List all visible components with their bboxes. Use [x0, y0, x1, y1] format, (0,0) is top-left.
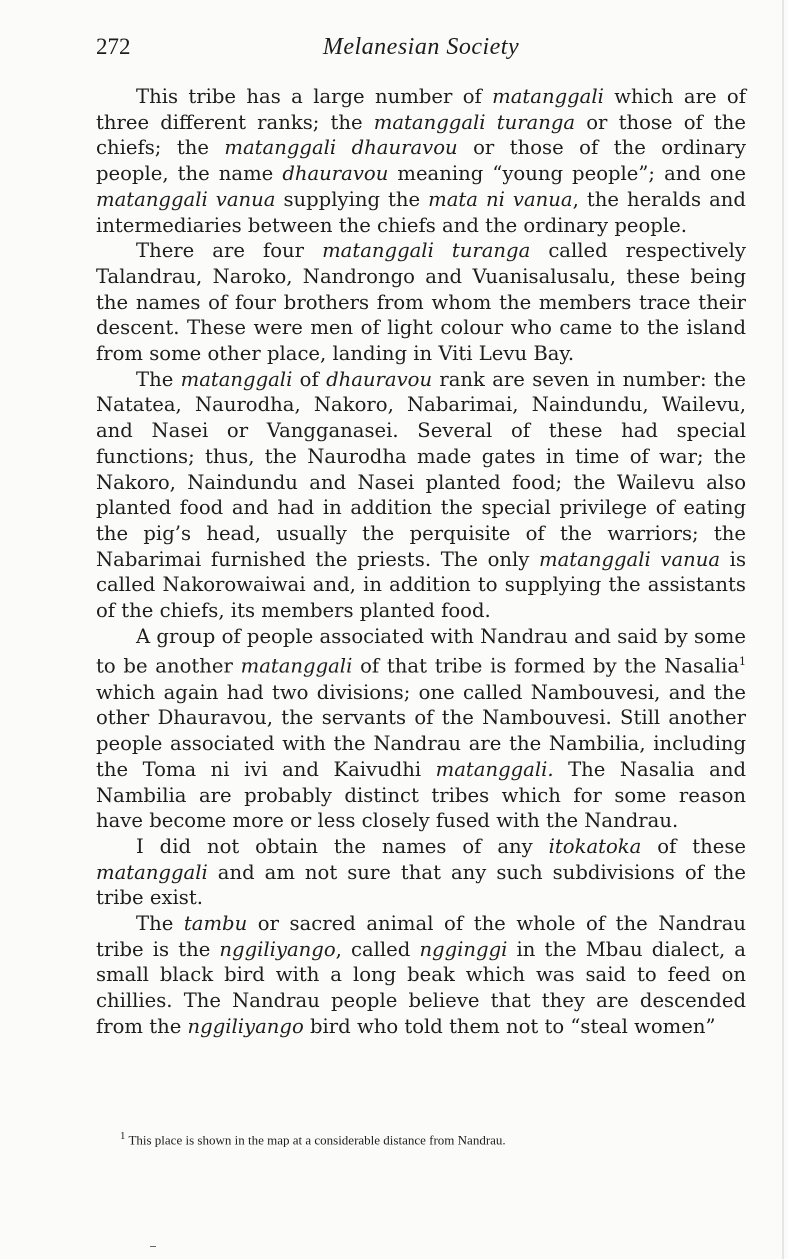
italic-term: matanggali dhauravou [224, 136, 458, 160]
running-header [96, 34, 746, 68]
paragraph: This tribe has a large number of matanggali which are of three different ranks; the matanggali turanga or those of the chiefs; the matanggali dhauravou or those of the ordinary people, the name dhauravou meaning “young people”; and one matanggali vanua supplying the mata ni vanua, the heralds and intermediaries between the chiefs and the ordinary people. [96, 85, 747, 237]
italic-term: mata ni vanua [428, 187, 573, 211]
page-edge-shadow [782, 0, 784, 1259]
italic-term: matanggali [180, 367, 293, 391]
italic-term: ngginggi [419, 937, 508, 961]
italic-term: matanggali [96, 860, 208, 884]
italic-term: matanggali vanua [539, 547, 721, 571]
italic-term: dhauravou [282, 162, 389, 186]
paragraph: There are four matanggali turanga called respectively Talandrau, Naroko, Nandrongo and Vuanisalusalu, these being the names of four brothers from whom the members trace their descent. These were men of light colour who came to the island from some other place, landing in Viti Levu Bay. [96, 239, 746, 366]
paragraph: The tambu or sacred animal of the whole of the Nandrau tribe is the nggiliyango, called ngginggi in the Mbau dialect, a small black bird with a long beak which was said to feed on chillies. The Nandrau people believe that they are descended from the nggiliyango bird who told them not to “steal women” [96, 912, 746, 1038]
paragraph: A group of people associated with Nandrau and said by some to be another matanggali of that tribe is formed by the Nasalia$^1$ which again had two divisions; one called Nambouvesi, and the other Dhauravou, the servants of the Nambouvesi. Still another people associated with the Nandrau are the Nambilia, including the Toma ni ivi and Kaivudhi matanggali. The Nasalia and Nambilia are probably distinct tribes which for some reason have become more or less closely fused with the Nandrau. [96, 624, 746, 833]
italic-term: tambu [183, 912, 248, 936]
page-number: 272 [96, 34, 131, 59]
italic-term: matanggali turanga [322, 239, 531, 263]
italic-term: dhauravou [326, 367, 433, 391]
italic-term: nggiliyango [187, 1014, 304, 1038]
footnote-text: This place is shown in the map at a considerable distance from Nandrau. [128, 1132, 506, 1148]
italic-term: nggiliyango [219, 937, 336, 961]
footnote [120, 1130, 760, 1148]
italic-term: matanggali turanga [373, 110, 576, 134]
italic-term: matanggali. [435, 757, 554, 781]
paragraph: The matanggali of dhauravou rank are seven in number: the Natatea, Naurodha, Nakoro, Nabarimai, Naindundu, Wailevu, and Nasei or Vangganasei. Several of these had special functions; thus, the Naurodha made gates in time of war; the Nakoro, Naindundu and Nasei planted food; the Wailevu also planted food and had in addition the special privilege of eating the pig’s head, usually the perquisite of the warriors; the Nabarimai furnished the priests. The only matanggali vanua is called Nakorowaiwai and, in addition to supplying the assistants of the chiefs, its members planted food. [96, 367, 747, 623]
page-mark [150, 1246, 156, 1247]
running-title: Melanesian Society [322, 34, 520, 60]
body-text [96, 84, 746, 1040]
paragraph: I did not obtain the names of any itokatoka of these matanggali and am not sure that any such subdivisions of the tribe exist. [96, 834, 747, 910]
footnote-marker: 1 [120, 1130, 126, 1142]
italic-term: matanggali [492, 85, 604, 108]
italic-term: matanggali [240, 655, 353, 678]
footnote-ref: 1 [739, 655, 746, 669]
italic-term: itokatoka [548, 834, 642, 858]
italic-term: matanggali vanua [96, 187, 276, 211]
